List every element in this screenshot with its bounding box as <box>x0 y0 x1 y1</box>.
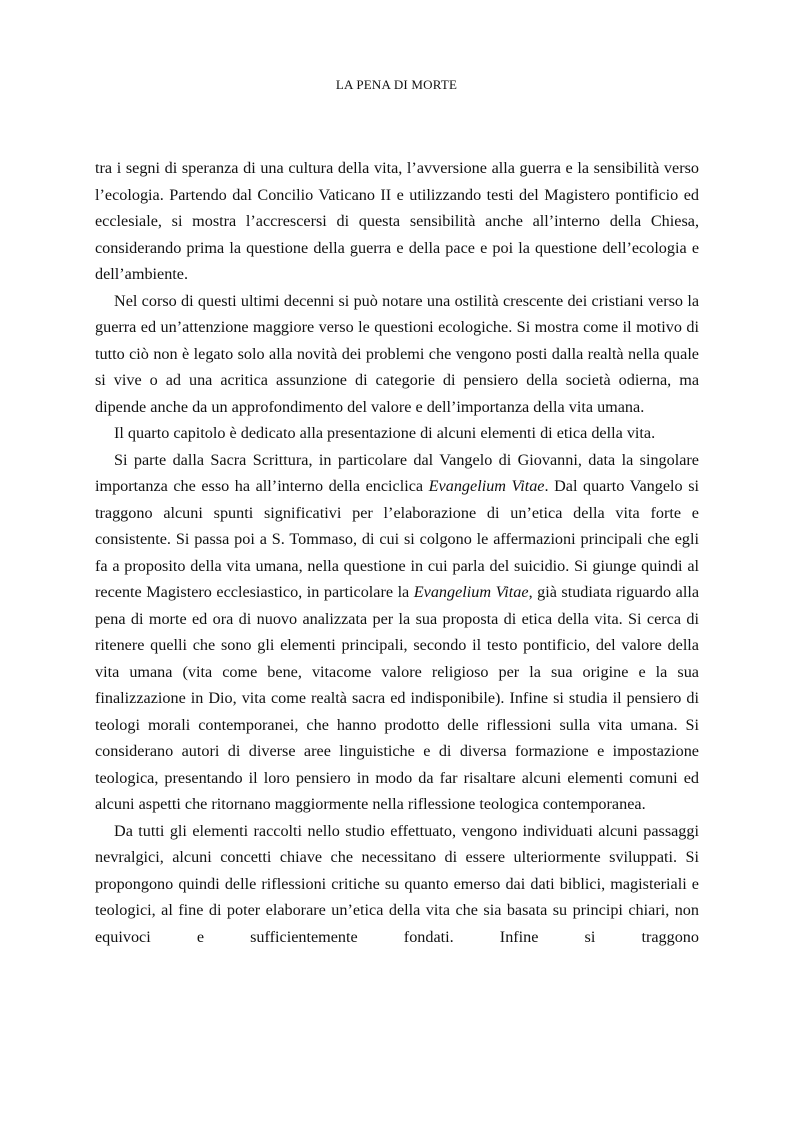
running-head: LA PENA DI MORTE <box>335 77 458 92</box>
paragraph-4-text-c: , già studiata riguardo alla pena di morte ed ora di nuovo analizzata per la sua proposta di etica della vita. Si cerca di ritenere quelli che sono gli elementi principali, secondo il testo pontificio, del valore della vita umana (vita come bene, vitacome valore religioso per la sua origine e la sua finalizzazione in Dio, vita come realtà sacra ed indisponibile). Infine si studia il pensiero di teologi morali contemporanei, che hanno prodotto delle riflessioni sulla vita umana. Si considerano autori di diverse aree linguistiche e di diversa formazione e impostazione teologica, presentando il loro pensiero in modo da far risaltare alcuni elementi comuni ed alcuni aspetti che ritornano maggiormente nella riflessione teologica contemporanea. <box>95 583 699 813</box>
paragraph-2 <box>95 288 699 421</box>
paragraph-4-text-b: . Dal quarto Vangelo si traggono alcuni spunti significativi per l’elaborazione di un’etica della vita forte e consistente. Si passa poi a S. Tommaso, di cui si colgono le affermazioni principali che egli fa a proposito della vita umana, nella questione in cui parla del suicidio. Si giunge quindi al recente Magistero ecclesiastico, in particolare la <box>95 477 699 601</box>
paragraph-2-text: Nel corso di questi ultimi decenni si può notare una ostilità crescente dei cristiani verso la guerra ed un’attenzione maggiore verso le questioni ecologiche. Si mostra come il motivo di tutto ciò non è legato solo alla novità dei problemi che vengono posti dalla realtà nella quale si vive o ad una acritica assunzione di categorie di pensiero della società odierna, ma dipende anche da un approfondimento del valore e dell’importanza della vita umana. <box>95 291 699 416</box>
encyclical-title: Evangelium Vitae <box>413 583 529 601</box>
paragraph-4 <box>95 447 699 818</box>
paragraph-3 <box>95 420 699 447</box>
paragraph-4-text-a: Si parte dalla Sacra Scrittura, in particolare dal Vangelo di Giovanni, data la singolare importanza che esso ha all’interno della enciclica <box>95 450 699 495</box>
paragraph-5 <box>95 818 699 951</box>
paragraph-5-text: Da tutti gli elementi raccolti nello studio effettuato, vengono individuati alcuni passaggi nevralgici, alcuni concetti chiave che necessitano di essere ulteriormente sviluppati. Si propongono quindi delle riflessioni critiche su quanto emerso dai dati biblici, magisteriali e teologici, al fine di poter elaborare un’etica della vita che sia basata su principi chiari, non equivoci e sufficientemente fondati. Infine si traggono <box>95 821 699 946</box>
encyclical-title: Evangelium Vitae <box>428 477 545 495</box>
paragraph-3-text: Il quarto capitolo è dedicato alla presentazione di alcuni elementi di etica della vita. <box>114 424 656 442</box>
paragraph-1 <box>95 155 699 288</box>
paragraph-1-text: tra i segni di speranza di una cultura della vita, l’avversione alla guerra e la sensibilità verso l’ecologia. Partendo dal Concilio Vaticano II e utilizzando testi del Magistero pontificio ed ecclesiale, si mostra l’accrescersi di questa sensibilità anche all’interno della Chiesa, considerando prima la questione della guerra e della pace e poi la questione dell’ecologia e dell’ambiente. <box>95 159 699 283</box>
body-text <box>95 155 699 950</box>
